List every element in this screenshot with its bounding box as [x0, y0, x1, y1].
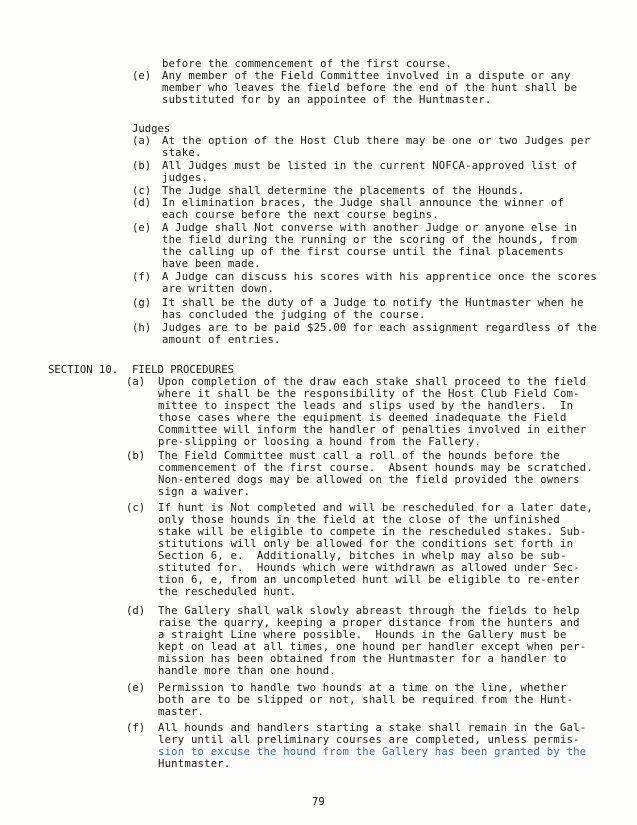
section-item-line: stake will be eligible to compete in the rescheduled stakes. Sub-	[158, 526, 587, 538]
section-item-line: the rescheduled hunt.	[158, 586, 297, 598]
judges-item-line: amount of entries.	[162, 334, 281, 346]
section-item-line: stituted for. Hounds which were withdrawn as allowed under Sec-	[158, 562, 580, 574]
section-item-line: raise the quarry, keeping a proper distance from the hunters and	[158, 617, 580, 629]
section-item-line: tion 6, e, from an uncompleted hunt will be eligible to re-enter	[158, 574, 580, 586]
section-item-line: pre-slipping or loosing a hound from the Fallery.	[158, 436, 481, 448]
section-title: FIELD PROCEDURES	[132, 364, 235, 376]
section-item-line: those cases where the equipment is deemed inadequate the Field	[158, 412, 567, 424]
section-item-line: mission has been obtained from the Huntmaster for a handler to	[158, 653, 567, 665]
judges-item-label: (h)	[132, 322, 152, 334]
carryover-line: before the commencement of the first course.	[162, 58, 452, 70]
judges-item-line: the field during the running or the scoring of the hounds, from	[162, 234, 578, 246]
section-item-line: a straight Line where possible. Hounds in the Gallery must be	[158, 629, 567, 641]
judges-item-line: A Judge shall Not converse with another Judge or anyone else in	[162, 222, 578, 234]
judges-item-line: It shall be the duty of a Judge to notify the Huntmaster when he	[162, 297, 584, 309]
section-item-line: Permission to handle two hounds at a time on the line, whether	[158, 682, 567, 694]
section-item-line: Upon completion of the draw each stake shall proceed to the field	[158, 376, 587, 388]
judges-item-label: (g)	[132, 297, 152, 309]
section-item-line: The Field Committee must call a roll of the hounds before the	[158, 450, 560, 462]
judges-item-line: The Judge shall determine the placements of the Hounds.	[162, 185, 525, 197]
judges-item-label: (e)	[132, 222, 152, 234]
section-item-line: Committee will inform the handler of penalties involved in either	[158, 424, 587, 436]
carryover-e-line: substituted for by an appointee of the Huntmaster.	[162, 94, 492, 106]
section-item-line: If hunt is Not completed and will be rescheduled for a later date,	[158, 502, 593, 514]
section-item-line: sign a waiver.	[158, 486, 251, 498]
judges-item-label: (c)	[132, 185, 152, 197]
section-item-line: lery until all preliminary courses are completed, unless permis-	[158, 734, 580, 746]
section-item-label: (f)	[126, 722, 146, 734]
judges-item-line: All Judges must be listed in the current NOFCA-approved list of	[162, 160, 578, 172]
section-item-line: where it shall be the responsibility of the Host Club Field Com-	[158, 388, 580, 400]
judges-item-line: stake.	[162, 147, 202, 159]
section-item-line: stitutions will only be allowed for the conditions set forth in	[158, 538, 574, 550]
section-item-line: Section 6, e. Additionally, bitches in whelp may also be sub-	[158, 550, 567, 562]
section-item-line: both are to be slipped or not, shall be required from the Hunt-	[158, 694, 574, 706]
section-item-line: Non-entered dogs may be allowed on the field provided the owners	[158, 474, 580, 486]
judges-item-line: In elimination braces, the Judge shall announce the winner of	[162, 197, 564, 209]
judges-item-line: Judges are to be paid $25.00 for each assignment regardless of the	[162, 322, 597, 334]
judges-item-line: the calling up of the first course until the final placements	[162, 246, 564, 258]
judges-item-line: are written down.	[162, 283, 275, 295]
section-item-label: (b)	[126, 450, 146, 462]
judges-item-label: (b)	[132, 160, 152, 172]
judges-item-label: (a)	[132, 135, 152, 147]
section-item-line: Huntmaster.	[158, 758, 231, 770]
section-item-label: (c)	[126, 502, 146, 514]
carryover-e-line: Any member of the Field Committee involved in a dispute or any	[162, 70, 571, 82]
page-number: 79	[312, 796, 325, 808]
carryover-e-line: member who leaves the field before the end of the hunt shall be	[162, 82, 578, 94]
item-label: (e)	[132, 70, 152, 82]
section-item-label: (e)	[126, 682, 146, 694]
section-item-label: (d)	[126, 605, 146, 617]
judges-heading: Judges	[132, 123, 171, 135]
judges-item-label: (f)	[132, 271, 152, 283]
section-item-line: The Gallery shall walk slowly abreast through the fields to help	[158, 605, 580, 617]
judges-item-line: judges.	[162, 172, 209, 184]
judges-item-label: (d)	[132, 197, 152, 209]
section-item-line: kept on lead at all times, one hound per handler except when per-	[158, 641, 587, 653]
judges-item-line: has concluded the judging of the course.	[162, 309, 426, 321]
judges-item-line: At the option of the Host Club there may be one or two Judges per	[162, 135, 591, 147]
section-item-line: only those hounds in the field at the close of the unfinished	[158, 514, 560, 526]
judges-item-line: A Judge can discuss his scores with his apprentice once the scores	[162, 271, 597, 283]
section-item-line: All hounds and handlers starting a stake shall remain in the Gal-	[158, 722, 587, 734]
section-number: SECTION 10.	[48, 364, 119, 376]
section-item-line: handle more than one hound.	[158, 665, 336, 677]
section-item-line: mittee to inspect the leads and slips used by the handlers. In	[158, 400, 574, 412]
judges-item-line: each course before the next course begins.	[162, 209, 439, 221]
section-item-line: commencement of the first course. Absent hounds may be scratched.	[158, 462, 593, 474]
section-item-label: (a)	[126, 376, 146, 388]
section-item-line: sion to excuse the hound from the Gallery has been granted by the	[158, 746, 587, 758]
section-item-line: master.	[158, 706, 205, 718]
judges-item-line: have been made.	[162, 258, 261, 270]
